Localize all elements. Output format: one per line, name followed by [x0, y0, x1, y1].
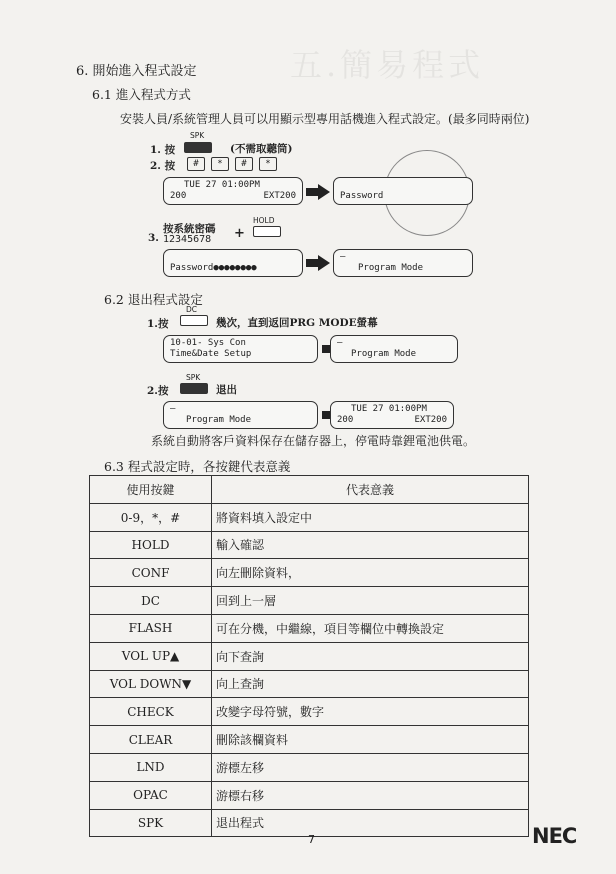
- star-key: *: [259, 157, 277, 171]
- section-6-title: 6. 開始進入程式設定: [76, 64, 197, 79]
- section-6-1-title: 6.1 進入程式方式: [92, 87, 191, 102]
- column-header-meaning: 代表意義: [212, 476, 529, 504]
- meaning-cell: 向上查詢: [212, 670, 529, 698]
- table-header-row: [90, 476, 529, 504]
- section-6-2-title: 6.2 退出程式設定: [104, 292, 203, 307]
- exit-step2-text: 退出: [216, 384, 237, 396]
- exit-step1-label: 1.按: [147, 318, 169, 330]
- enter-step2-label: 2. 按: [150, 160, 176, 172]
- lcd-program-mode-display: [330, 335, 458, 363]
- key-cell: DC: [90, 587, 212, 615]
- table-row: [90, 587, 529, 615]
- nec-logo: NEC: [532, 824, 577, 848]
- lcd-line2-right: EXT200: [414, 415, 447, 425]
- column-header-key: 使用按鍵: [90, 476, 212, 504]
- key-cell: FLASH: [90, 614, 212, 642]
- enter-step1-label: 1. 按: [150, 144, 176, 156]
- table-row: [90, 781, 529, 809]
- spk-key-icon: [180, 383, 208, 394]
- enter-step3-label: 3.: [148, 232, 159, 244]
- meaning-cell: 游標左移: [212, 753, 529, 781]
- meaning-cell: 游標右移: [212, 781, 529, 809]
- lcd-idle-display: [330, 401, 454, 429]
- battery-backup-note: 系統自動將客戶資料保存在儲存器上，停電時靠鋰電池供電。: [151, 434, 476, 448]
- dc-key-caption: DC: [186, 305, 198, 314]
- lcd-program-mode-display: [333, 249, 473, 277]
- key-cell: LND: [90, 753, 212, 781]
- lcd-password-entered-display: [163, 249, 303, 277]
- meaning-cell: 輸入確認: [212, 531, 529, 559]
- section-6-3-title: 6.3 程式設定時，各按鍵代表意義: [104, 459, 291, 474]
- table-row: [90, 531, 529, 559]
- lcd-line1: TUE 27 01:00PM: [184, 180, 260, 190]
- meaning-cell: 改變字母符號，數字: [212, 698, 529, 726]
- key-cell: CHECK: [90, 698, 212, 726]
- hold-key-caption: HOLD: [253, 216, 275, 225]
- lcd-sys-con-line2: Time&Date Setup: [170, 349, 252, 359]
- system-password-code: 12345678: [163, 234, 212, 245]
- lcd-program-mode-text: Program Mode: [358, 263, 424, 273]
- key-cell: CONF: [90, 559, 212, 587]
- lcd-line2-left: 200: [337, 415, 354, 425]
- table-row: [90, 670, 529, 698]
- lcd-line2-right: EXT200: [263, 191, 296, 201]
- key-cell: 0-9，*，#: [90, 503, 212, 531]
- lcd-dash: –: [337, 338, 343, 348]
- key-cell: VOL DOWN▼: [90, 670, 212, 698]
- lcd-idle-display: [163, 177, 303, 205]
- key-cell: CLEAR: [90, 726, 212, 754]
- bleed-through-text: 五.簡易程式: [290, 46, 485, 84]
- meaning-cell: 回到上一層: [212, 587, 529, 615]
- table-row: [90, 559, 529, 587]
- table-row: [90, 753, 529, 781]
- exit-step2-label: 2.按: [147, 385, 169, 397]
- table-row: [90, 726, 529, 754]
- lcd-line1: TUE 27 01:00PM: [351, 404, 427, 414]
- key-cell: HOLD: [90, 531, 212, 559]
- exit-step1-text: 幾次，直到返回PRG MODE螢幕: [216, 317, 378, 329]
- meaning-cell: 向左刪除資料，: [212, 559, 529, 587]
- table-row: [90, 503, 529, 531]
- star-key: *: [211, 157, 229, 171]
- spk-key-caption: SPK: [186, 373, 201, 382]
- lcd-sys-con-display: [163, 335, 318, 363]
- hold-key-icon: [253, 226, 281, 237]
- key-cell: VOL UP▲: [90, 642, 212, 670]
- page-number: 7: [308, 833, 315, 846]
- lcd-dash: –: [340, 252, 346, 262]
- meaning-cell: 刪除該欄資料: [212, 726, 529, 754]
- meaning-cell: 將資料填入設定中: [212, 503, 529, 531]
- hash-key: #: [187, 157, 205, 171]
- lcd-program-mode-text: Program Mode: [186, 415, 252, 425]
- meaning-cell: 可在分機，中繼線，項目等欄位中轉換設定: [212, 614, 529, 642]
- lcd-program-mode-display: [163, 401, 318, 429]
- table-row: [90, 642, 529, 670]
- section-6-1-description: 安裝人員/系統管理人員可以用顯示型專用話機進入程式設定。(最多同時兩位): [120, 112, 530, 126]
- lcd-dash: –: [170, 404, 176, 414]
- key-cell: OPAC: [90, 781, 212, 809]
- meaning-cell: 退出程式: [212, 809, 529, 837]
- lcd-program-mode-text: Program Mode: [351, 349, 417, 359]
- lcd-password-masked: Password●●●●●●●●: [170, 263, 257, 273]
- key-function-table: [89, 475, 529, 837]
- lcd-password-text: Password: [340, 191, 384, 201]
- table-row: [90, 614, 529, 642]
- key-cell: SPK: [90, 809, 212, 837]
- arrow-right-icon: [306, 184, 330, 200]
- enter-step1-note: (不需取聽筒): [230, 143, 293, 155]
- lcd-sys-con-line1: 10-01- Sys Con: [170, 338, 246, 348]
- enter-step3-text: 按系統密碼: [163, 223, 216, 235]
- spk-key-caption: SPK: [190, 131, 205, 140]
- lcd-password-display: [333, 177, 473, 205]
- arrow-right-icon: [306, 255, 330, 271]
- dc-key-icon: [180, 315, 208, 326]
- plus-sign: +: [234, 226, 245, 241]
- meaning-cell: 向下查詢: [212, 642, 529, 670]
- hash-key: #: [235, 157, 253, 171]
- table-row: [90, 698, 529, 726]
- lcd-line2-left: 200: [170, 191, 187, 201]
- spk-key-icon: [184, 142, 212, 153]
